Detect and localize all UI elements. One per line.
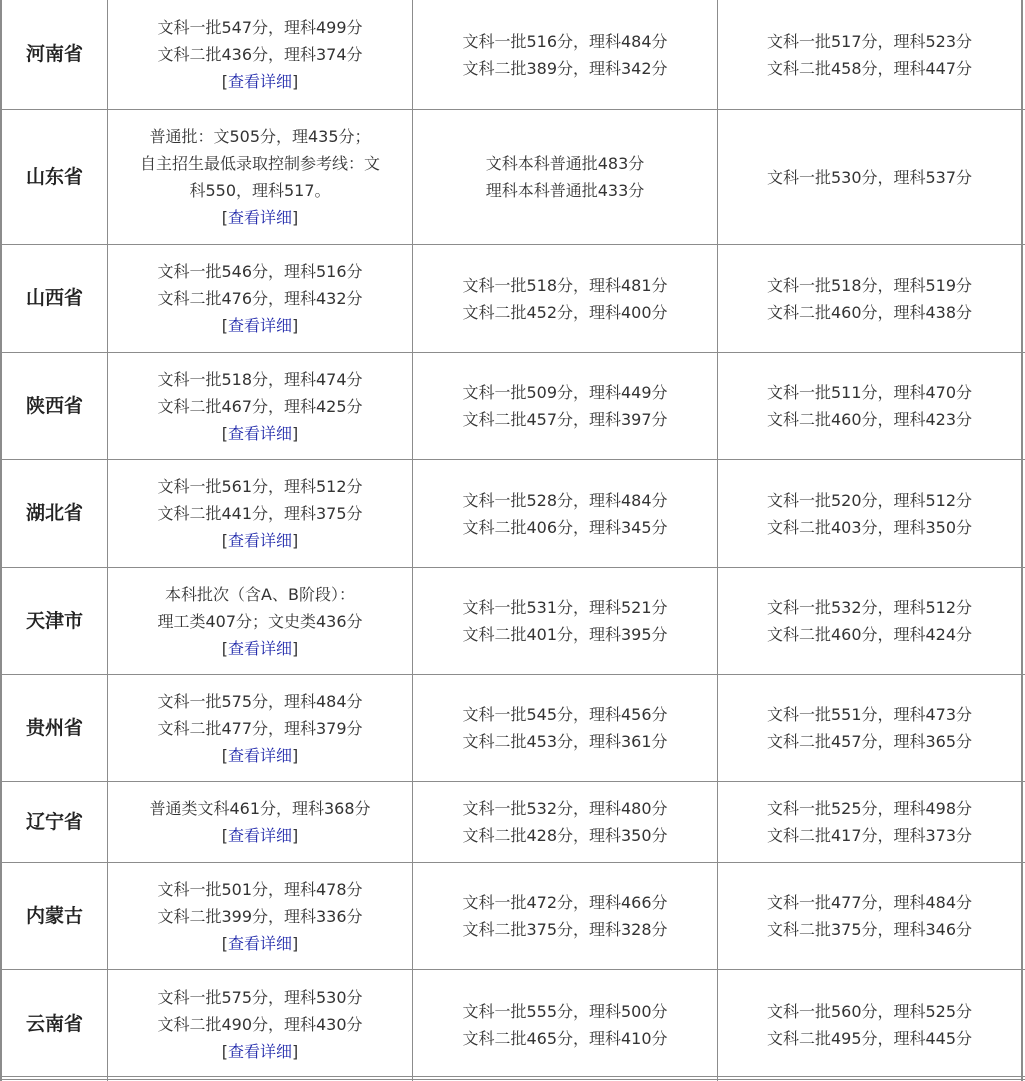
score-line: 文科一批546分，理科516分 — [157, 262, 363, 281]
province-cell: 山东省 — [0, 110, 107, 244]
province-cell: 湖北省 — [0, 460, 107, 567]
divider — [107, 1077, 108, 1081]
province-cell: 辽宁省 — [0, 782, 107, 862]
province-cell: 河南省 — [0, 0, 107, 109]
view-detail-link[interactable]: 查看详细 — [227, 638, 292, 658]
score-line: 文科二批403分，理科350分 — [766, 517, 973, 537]
score-line: 文科一批518分，理科519分 — [766, 275, 973, 295]
score-cell-col1 — [107, 0, 412, 109]
score-cell-col3 — [717, 245, 1023, 352]
table-row — [0, 0, 1025, 110]
score-line: 文科本科普通批483分 — [485, 154, 645, 173]
detail-link-wrapper: [查看详细] — [221, 638, 299, 658]
table-row — [0, 782, 1025, 863]
score-line: 文科二批476分，理科432分 — [157, 289, 363, 308]
score-line: 文科一批532分，理科480分 — [462, 799, 668, 818]
province-cell: 山西省 — [0, 245, 107, 352]
score-cell-col1 — [107, 782, 412, 862]
view-detail-link[interactable]: 查看详细 — [227, 423, 292, 443]
table-row — [0, 353, 1025, 460]
table-row — [0, 460, 1025, 568]
score-line: 文科二批458分，理科447分 — [766, 58, 973, 78]
view-detail-link[interactable]: 查看详细 — [227, 826, 292, 845]
score-cell-col1 — [107, 245, 412, 352]
score-line: 文科一批528分，理科484分 — [462, 490, 668, 510]
score-cell-col2 — [412, 782, 717, 862]
view-detail-link[interactable]: 查看详细 — [227, 1042, 292, 1061]
score-cell-col1 — [107, 675, 412, 781]
divider — [717, 1077, 718, 1081]
score-cell-col3 — [717, 568, 1023, 674]
score-line: 文科二批490分，理科430分 — [157, 1015, 363, 1034]
score-line: 文科一批525分，理科498分 — [766, 799, 973, 818]
view-detail-link[interactable]: 查看详细 — [227, 531, 292, 550]
province-cell: 贵州省 — [0, 675, 107, 781]
next-row-edge — [0, 1076, 1025, 1080]
score-cell-col3 — [717, 863, 1023, 969]
score-line: 理科本科普通批433分 — [485, 181, 645, 200]
score-line: 文科一批555分，理科500分 — [462, 1001, 668, 1021]
score-cell-col1 — [107, 353, 412, 459]
score-line: 文科二批406分，理科345分 — [462, 517, 668, 537]
score-cell-col3 — [717, 353, 1023, 459]
score-line: 文科二批460分，理科438分 — [766, 302, 973, 322]
score-cell-col3 — [717, 782, 1023, 862]
detail-link-wrapper: [查看详细] — [221, 1042, 299, 1061]
score-line: 文科一批561分，理科512分 — [157, 477, 363, 496]
table-row — [0, 675, 1025, 782]
score-cell-col3 — [717, 970, 1023, 1079]
score-line: 自主招生最低录取控制参考线：文 — [139, 154, 380, 173]
score-cell-col1 — [107, 863, 412, 969]
score-line: 文科二批428分，理科350分 — [462, 826, 668, 845]
detail-link-wrapper: [查看详细] — [221, 316, 299, 335]
province-cell: 云南省 — [0, 970, 107, 1079]
divider — [0, 1077, 2, 1081]
score-cell-col2 — [412, 675, 717, 781]
score-line: 文科一批501分，理科478分 — [157, 879, 363, 899]
score-line: 文科一批472分，理科466分 — [462, 893, 668, 912]
table-row — [0, 110, 1025, 245]
score-cell-col1 — [107, 110, 412, 244]
score-line: 文科一批516分，理科484分 — [462, 31, 668, 51]
score-line: 文科一批547分，理科499分 — [157, 18, 363, 37]
score-line: 文科一批575分，理科530分 — [157, 988, 363, 1007]
detail-link-wrapper: [查看详细] — [221, 531, 299, 550]
detail-link-wrapper: [查看详细] — [221, 423, 299, 443]
score-line: 文科二批399分，理科336分 — [157, 906, 363, 926]
score-line: 文科二批375分，理科346分 — [766, 920, 973, 939]
score-line: 文科二批417分，理科373分 — [766, 826, 973, 845]
divider — [1021, 1077, 1023, 1081]
score-cell-col2 — [412, 245, 717, 352]
detail-link-wrapper: [查看详细] — [221, 933, 299, 953]
score-line: 文科二批389分，理科342分 — [462, 58, 668, 78]
score-line: 文科二批477分，理科379分 — [157, 718, 363, 738]
score-line: 文科二批401分，理科395分 — [462, 625, 668, 644]
score-line: 文科一批560分，理科525分 — [766, 1001, 973, 1021]
score-line: 文科二批460分，理科424分 — [766, 625, 973, 644]
score-cell-col2 — [412, 863, 717, 969]
detail-link-wrapper: [查看详细] — [221, 72, 299, 91]
score-line: 文科一批532分，理科512分 — [766, 598, 973, 617]
divider — [412, 1077, 413, 1081]
detail-link-wrapper: [查看详细] — [221, 826, 299, 845]
score-line: 文科一批517分，理科523分 — [766, 31, 973, 51]
score-line: 文科二批375分，理科328分 — [462, 920, 668, 939]
view-detail-link[interactable]: 查看详细 — [227, 316, 292, 335]
score-cell-col2 — [412, 0, 717, 109]
table-row — [0, 863, 1025, 970]
score-line: 文科二批441分，理科375分 — [157, 504, 363, 523]
score-line: 文科二批436分，理科374分 — [157, 45, 363, 64]
score-line: 文科二批467分，理科425分 — [157, 396, 363, 416]
score-line: 普通批：文505分，理435分； — [149, 127, 371, 146]
score-cell-col3 — [717, 110, 1023, 244]
view-detail-link[interactable]: 查看详细 — [227, 933, 292, 953]
detail-link-wrapper: [查看详细] — [221, 208, 299, 227]
view-detail-link[interactable]: 查看详细 — [227, 208, 292, 227]
score-line: 科550，理科517。 — [189, 181, 331, 200]
province-cell: 陕西省 — [0, 353, 107, 459]
score-line: 理工类407分；文史类436分 — [157, 611, 363, 631]
score-line: 文科二批452分，理科400分 — [462, 302, 668, 322]
view-detail-link[interactable]: 查看详细 — [227, 72, 292, 91]
score-cell-col3 — [717, 460, 1023, 567]
table-row — [0, 970, 1025, 1080]
score-line: 文科一批531分，理科521分 — [462, 598, 668, 617]
score-line: 普通类文科461分，理科368分 — [149, 799, 371, 818]
province-cell: 内蒙古 — [0, 863, 107, 969]
score-line: 文科二批457分，理科397分 — [462, 410, 668, 429]
score-line: 文科一批477分，理科484分 — [766, 893, 973, 912]
score-cell-col3 — [717, 675, 1023, 781]
score-line: 文科一批545分，理科456分 — [462, 705, 668, 724]
score-cell-col2 — [412, 110, 717, 244]
score-line: 文科一批530分，理科537分 — [766, 167, 973, 187]
score-line: 文科一批518分，理科474分 — [157, 369, 363, 389]
score-cell-col1 — [107, 568, 412, 674]
score-line: 本科批次（含A、B阶段）： — [165, 584, 355, 604]
score-cell-col2 — [412, 970, 717, 1079]
score-line: 文科二批453分，理科361分 — [462, 732, 668, 751]
score-line: 文科一批511分，理科470分 — [766, 383, 973, 402]
province-cell: 天津市 — [0, 568, 107, 674]
score-cell-col3 — [717, 0, 1023, 109]
score-line: 文科一批551分，理科473分 — [766, 705, 973, 724]
score-cell-col1 — [107, 460, 412, 567]
score-line: 文科二批495分，理科445分 — [766, 1028, 973, 1048]
score-line: 文科二批465分，理科410分 — [462, 1028, 668, 1048]
score-cell-col2 — [412, 353, 717, 459]
score-line: 文科一批518分，理科481分 — [462, 275, 668, 295]
score-line: 文科一批520分，理科512分 — [766, 490, 973, 510]
score-cell-col2 — [412, 568, 717, 674]
table-row — [0, 568, 1025, 675]
score-cell-col1 — [107, 970, 412, 1079]
detail-link-wrapper: [查看详细] — [221, 745, 299, 765]
table-row — [0, 245, 1025, 353]
score-cell-col2 — [412, 460, 717, 567]
score-line: 文科二批460分，理科423分 — [766, 410, 973, 429]
view-detail-link[interactable]: 查看详细 — [227, 745, 292, 765]
score-line: 文科一批575分，理科484分 — [157, 691, 363, 711]
score-line: 文科一批509分，理科449分 — [462, 383, 668, 402]
score-line: 文科二批457分，理科365分 — [766, 732, 973, 751]
